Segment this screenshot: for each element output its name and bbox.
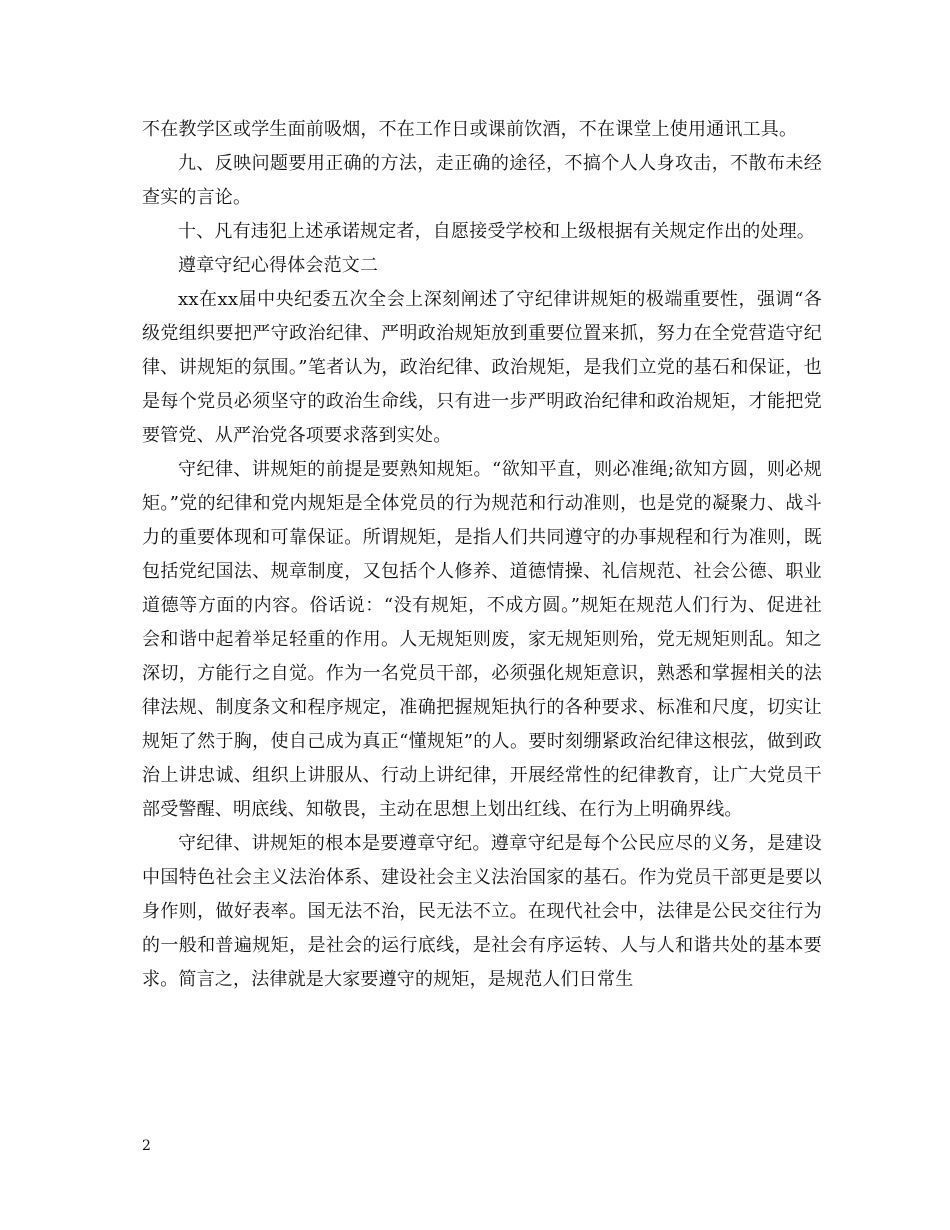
paragraph-know-rules: 守纪律、讲规矩的前提是要熟知规矩。“欲知平直，则必准绳;欲知方圆，则必规矩。”党的纪律和党内规矩是全体党员的行为规范和行动准则，也是党的凝聚力、战斗力的重要体现和可靠保证。所谓规矩，是指人们共同遵守的办事规程和行为准则，既包括党纪国法、规章制度，又包括个人修养、道德情操、礼信规范、社会公德、职业道德等方面的内容。俗话说：“没有规矩，不成方圆。”规矩在规范人们行为、促进社会和谐中起着举足轻重的作用。人无规矩则废，家无规矩则殆，党无规矩则乱。知之深切，方能行之自觉。作为一名党员干部，必须强化规矩意识，熟悉和掌握相关的法律法规、制度条文和程序规定，准确把握规矩执行的各种要求、标准和尺度，切实让规矩了然于胸，使自己成为真正“懂规矩”的人。要时刻绷紧政治纪律这根弦，做到政治上讲忠诚、组织上讲服从、行动上讲纪律，开展经常性的纪律教育，让广大党员干部受警醒、明底线、知敬畏，主动在思想上划出红线、在行为上明确界线。 <box>142 459 822 820</box>
paragraph-item-10: 十、凡有违犯上述承诺规定者，自愿接受学校和上级根据有关规定作出的处理。 <box>178 221 815 242</box>
section-heading: 遵章守纪心得体会范文二 <box>178 255 379 276</box>
paragraph-intro: xx在xx届中央纪委五次全会上深刻阐述了守纪律讲规矩的极端重要性，强调“各级党组织要把严守政治纪律、严明政治规矩放到重要位置来抓，努力在全党营造守纪律、讲规矩的氛围。”笔者认为，政治纪律、政治规矩，是我们立党的基石和保证，也是每个党员必须坚守的政治生命线，只有进一步严明政治纪律和政治规矩，才能把党要管党、从严治党各项要求落到实处。 <box>142 289 822 446</box>
page-number: 2 <box>142 1138 151 1154</box>
paragraph-obey-rules: 守纪律、讲规矩的根本是要遵章守纪。遵章守纪是每个公民应尽的义务，是建设中国特色社会主义法治体系、建设社会主义法治国家的基石。作为党员干部更是要以身作则，做好表率。国无法不治，民无法不立。在现代社会中，法律是公民交往行为的一般和普遍规矩，是社会的运行底线，是社会有序运转、人与人和谐共处的基本要求。简言之，法律就是大家要遵守的规矩，是规范人们日常生 <box>142 833 822 990</box>
document-body <box>142 113 822 997</box>
paragraph-continuation: 不在教学区或学生面前吸烟，不在工作日或课前饮酒，不在课堂上使用通讯工具。 <box>142 119 798 140</box>
paragraph-item-9: 九、反映问题要用正确的方法，走正确的途径，不搞个人人身攻击，不散布未经查实的言论。 <box>142 153 822 208</box>
